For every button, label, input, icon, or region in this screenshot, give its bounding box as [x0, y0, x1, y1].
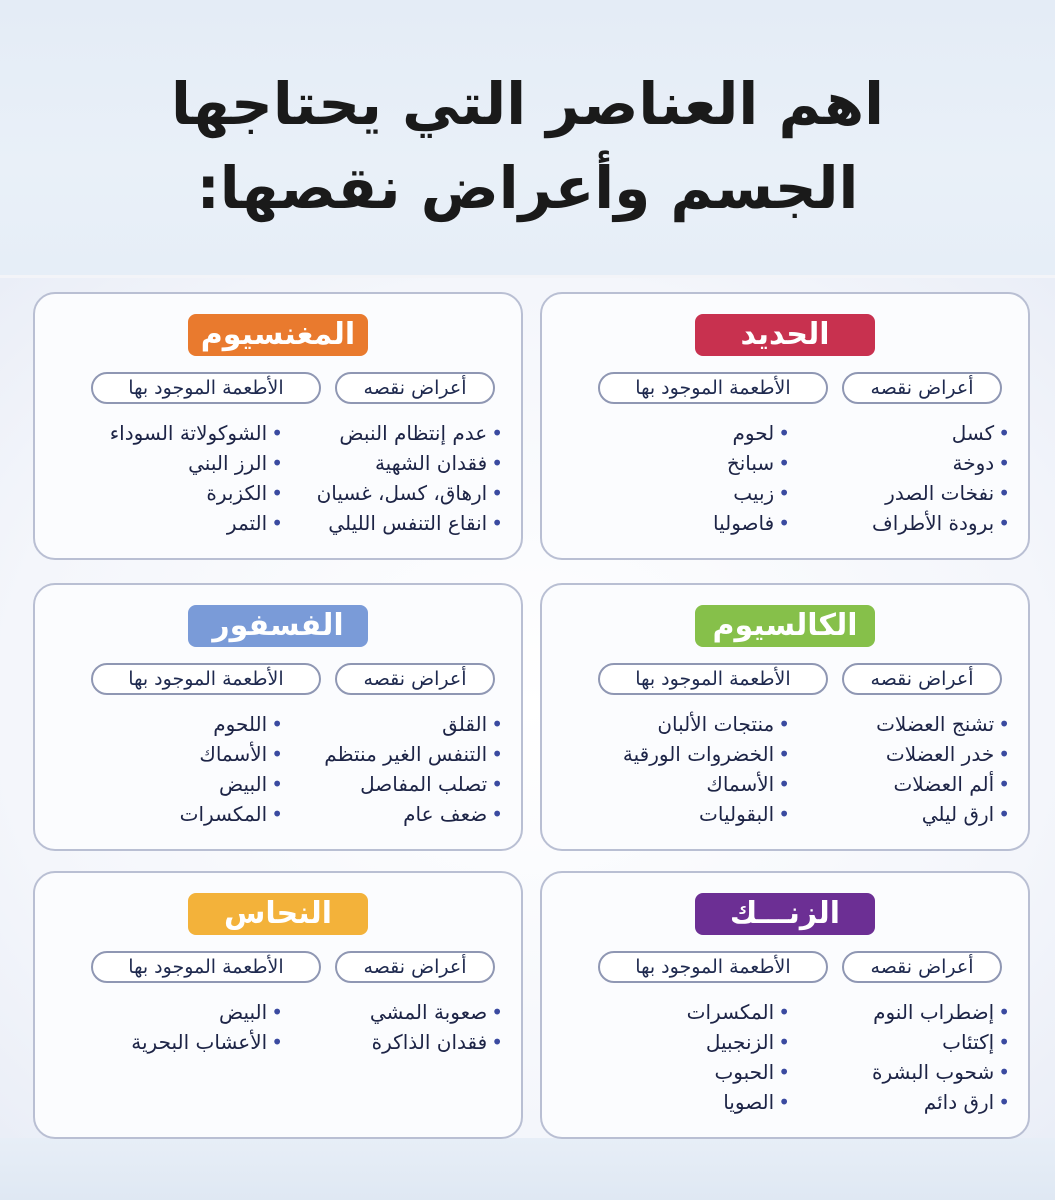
element-card-phosphorus: [33, 583, 523, 851]
list-item: • ارق ليلي: [876, 799, 1010, 829]
symptoms-list: [872, 997, 1010, 1117]
element-card-calcium: [540, 583, 1030, 851]
symptoms-list: [317, 418, 503, 538]
list-item: • الأسماك: [623, 769, 790, 799]
list-item: • فاصوليا: [713, 508, 790, 538]
foods-list: [110, 418, 283, 538]
list-item: • سبانخ: [713, 448, 790, 478]
list-item: • خدر العضلات: [876, 739, 1010, 769]
list-item: • عدم إنتظام النبض: [317, 418, 503, 448]
symptoms-label: أعراض نقصه: [335, 663, 495, 695]
foods-label: الأطعمة الموجود بها: [598, 951, 828, 983]
list-item: • ارهاق، كسل، غسيان: [317, 478, 503, 508]
foods-label: الأطعمة الموجود بها: [598, 372, 828, 404]
title-line-1: اهم العناصر التي يحتاجها: [170, 70, 885, 138]
element-badge: الفسفور: [188, 605, 368, 647]
element-badge: الحديد: [695, 314, 875, 356]
foods-label: الأطعمة الموجود بها: [91, 951, 321, 983]
symptoms-list: [370, 997, 503, 1057]
element-card-zinc: [540, 871, 1030, 1139]
list-item: • الصويا: [687, 1087, 790, 1117]
list-item: • البيض: [180, 769, 283, 799]
list-item: • نفخات الصدر: [872, 478, 1010, 508]
list-item: • فقدان الشهية: [317, 448, 503, 478]
list-item: • القلق: [324, 709, 503, 739]
foods-label: الأطعمة الموجود بها: [91, 372, 321, 404]
element-badge: المغنسيوم: [188, 314, 368, 356]
element-card-magnesium: [33, 292, 523, 560]
symptoms-label: أعراض نقصه: [842, 372, 1002, 404]
list-item: • انقاع التنفس الليلي: [317, 508, 503, 538]
list-item: • الزنجبيل: [687, 1027, 790, 1057]
list-item: • ضعف عام: [324, 799, 503, 829]
symptoms-list: [876, 709, 1010, 829]
element-badge: الزنـــك: [695, 893, 875, 935]
bottom-strip: [0, 1138, 1055, 1200]
foods-label: الأطعمة الموجود بها: [598, 663, 828, 695]
element-badge: النحاس: [188, 893, 368, 935]
list-item: • صعوبة المشي: [370, 997, 503, 1027]
symptoms-label: أعراض نقصه: [335, 372, 495, 404]
title-line-2: الجسم وأعراض نقصها:: [196, 154, 859, 222]
list-item: • المكسرات: [180, 799, 283, 829]
list-item: • الأعشاب البحرية: [131, 1027, 283, 1057]
foods-list: [131, 997, 283, 1057]
list-item: • شحوب البشرة: [872, 1057, 1010, 1087]
list-item: • البيض: [131, 997, 283, 1027]
symptoms-label: أعراض نقصه: [842, 951, 1002, 983]
foods-label: الأطعمة الموجود بها: [91, 663, 321, 695]
list-item: • التمر: [110, 508, 283, 538]
list-item: • برودة الأطراف: [872, 508, 1010, 538]
symptoms-list: [324, 709, 503, 829]
list-item: • فقدان الذاكرة: [370, 1027, 503, 1057]
list-item: • دوخة: [872, 448, 1010, 478]
list-item: • تصلب المفاصل: [324, 769, 503, 799]
list-item: • الشوكولاتة السوداء: [110, 418, 283, 448]
list-item: • ألم العضلات: [876, 769, 1010, 799]
symptoms-list: [872, 418, 1010, 538]
list-item: • الكزبرة: [110, 478, 283, 508]
element-badge: الكالسيوم: [695, 605, 875, 647]
list-item: • إضطراب النوم: [872, 997, 1010, 1027]
element-card-iron: [540, 292, 1030, 560]
list-item: • إكتئاب: [872, 1027, 1010, 1057]
foods-list: [623, 709, 790, 829]
list-item: • التنفس الغير منتظم: [324, 739, 503, 769]
list-item: • لحوم: [713, 418, 790, 448]
list-item: • المكسرات: [687, 997, 790, 1027]
list-item: • زبيب: [713, 478, 790, 508]
header: [0, 0, 1055, 275]
list-item: • الرز البني: [110, 448, 283, 478]
foods-list: [180, 709, 283, 829]
list-item: • كسل: [872, 418, 1010, 448]
list-item: • الحبوب: [687, 1057, 790, 1087]
list-item: • الأسماك: [180, 739, 283, 769]
list-item: • الخضروات الورقية: [623, 739, 790, 769]
symptoms-label: أعراض نقصه: [335, 951, 495, 983]
list-item: • اللحوم: [180, 709, 283, 739]
list-item: • البقوليات: [623, 799, 790, 829]
list-item: • ارق دائم: [872, 1087, 1010, 1117]
symptoms-label: أعراض نقصه: [842, 663, 1002, 695]
list-item: • منتجات الألبان: [623, 709, 790, 739]
foods-list: [687, 997, 790, 1117]
page-title: [0, 62, 1055, 230]
foods-list: [713, 418, 790, 538]
list-item: • تشنج العضلات: [876, 709, 1010, 739]
element-card-copper: [33, 871, 523, 1139]
